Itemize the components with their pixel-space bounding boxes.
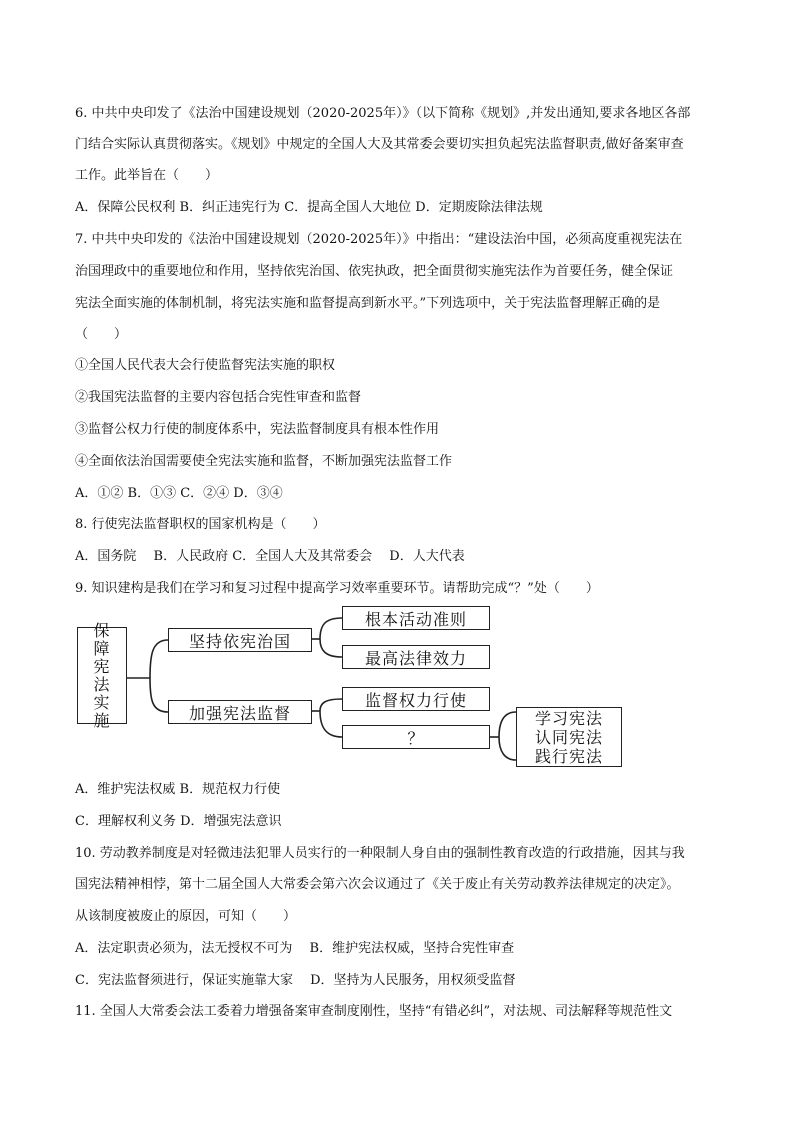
q7-options: A．①② B．①③ C．②④ D．③④ [75, 486, 283, 501]
q7-statement-2: ②我国宪法监督的主要内容包括合宪性审查和监督 [75, 390, 362, 405]
q8-options: A．国务院 B．人民政府 C．全国人大及其常委会 D．人大代表 [75, 549, 465, 564]
root-char-6: 施 [93, 710, 111, 730]
q7-line-2: 治国理政中的重要地位和作用，坚持依宪治国、依宪执政，把全面贯彻实施宪法作为首要任务，健全保证 [75, 264, 674, 279]
branch-box-1: 坚持依宪治国 [168, 628, 312, 652]
leaf-box-2-1: 监督权力行使 [342, 687, 490, 711]
final-line-3: 践行宪法 [534, 746, 603, 766]
question-mark-box: ？ [342, 725, 490, 749]
q7-statement-3: ③监督公权力行使的制度体系中，宪法监督制度具有根本性作用 [75, 422, 440, 437]
q6-line-2: 门结合实际认真贯彻落实。《规划》中规定的全国人大及其常委会要切实担负起宪法监督职责,做好备案审查 [75, 137, 684, 152]
final-box [516, 707, 622, 767]
q11-line-1: 11. 全国人大常委会法工委着力增强备案审查制度刚性，坚持“有错必纠”，对法规、司法解释等规范性文 [75, 1004, 673, 1019]
q6-line-1: 6. 中共中央印发了《法治中国建设规划（2020-2025年）》（以下简称《规划》,并发出通知,要求各地区各部 [75, 106, 691, 121]
final-line-2: 认同宪法 [534, 727, 603, 747]
q9-options-1: A．维护宪法权威 B．规范权力行使 [75, 782, 281, 797]
root-char-1: 保 [93, 620, 111, 640]
q10-line-3: 从该制度被废止的原因，可知（ ） [75, 909, 297, 924]
q10-line-1: 10. 劳动教养制度是对轻微违法犯罪人员实行的一种限制人身自由的强制性教育改造的行政措施，因其与我 [75, 846, 685, 861]
q7-statement-4: ④全面依法治国需要使全宪法实施和监督，不断加强宪法监督工作 [75, 454, 453, 469]
q9-options-2: C．理解权利义务 D．增强宪法意识 [75, 814, 282, 829]
root-char-2: 障 [93, 638, 111, 658]
q8-line-1: 8. 行使宪法监督职权的国家机构是（ ） [75, 517, 326, 532]
q10-options-1: A．法定职责必须为，法无授权不可为 B．维护宪法权威，坚持合宪性审查 [75, 941, 515, 956]
diagram-root-box [77, 620, 127, 730]
q10-line-2: 国宪法精神相悖，第十二届全国人大常委会第六次会议通过了《关于废止有关劳动教养法律规定的决定》。 [75, 877, 680, 892]
q9-line-1: 9. 知识建构是我们在学习和复习过程中提高学习效率重要环节。请帮助完成“？”处（ ） [75, 581, 599, 596]
root-char-4: 法 [93, 674, 111, 694]
leaf-box-1-2: 最高法律效力 [342, 645, 490, 669]
q6-options: A．保障公民权利 B．纠正违宪行为 C．提高全国人大地位 D．定期废除法律法规 [75, 200, 543, 215]
q7-line-1: 7. 中共中央印发的《法治中国建设规划（2020-2025年）》中指出：“建设法治中国，必须高度重视宪法在 [75, 232, 683, 247]
root-char-3: 宪 [93, 656, 111, 676]
q6-line-3: 工作。此举旨在（ ） [75, 168, 219, 183]
q10-options-2: C．宪法监督须进行，保证实施靠大家 D．坚持为人民服务，用权须受监督 [75, 973, 516, 988]
q7-line-4: （ ） [75, 327, 128, 342]
root-char-5: 实 [93, 692, 111, 712]
leaf-box-1-1: 根本活动准则 [342, 606, 490, 630]
q7-statement-1: ①全国人民代表大会行使监督宪法实施的职权 [75, 358, 336, 373]
branch-box-2: 加强宪法监督 [168, 700, 312, 724]
q7-line-3: 宪法全面实施的体制机制，将宪法实施和监督提高到新水平。”下列选项中，关于宪法监督理解正确的是 [75, 296, 661, 311]
final-line-1: 学习宪法 [534, 708, 603, 728]
